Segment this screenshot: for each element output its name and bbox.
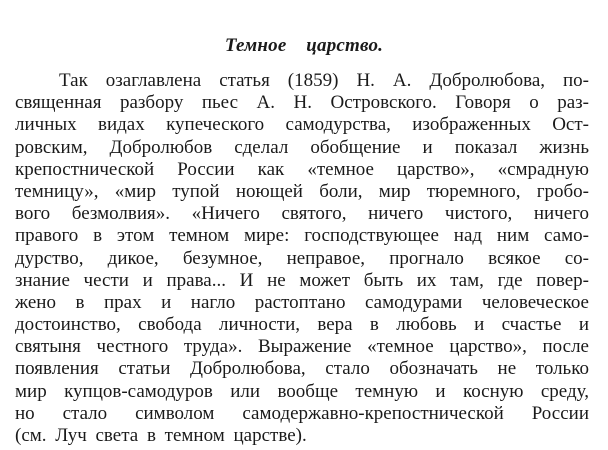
text-line: Так озаглавлена статья (1859) Н. А. Добролюбова, по- [59, 70, 589, 91]
text-line: правого в этом темном мире: господствующее над ним само- [15, 225, 589, 247]
text-line: вого безмолвия». «Ничего святого, ничего чистого, ничего [15, 203, 589, 225]
text-line: крепостнической России как «темное царство», «смрадную [15, 158, 589, 180]
text-line: достоинство, свобода личности, вера в любовь и счастье и [15, 314, 589, 336]
text-line: темницу», «мир тупой ноющей боли, мир тюремного, гробо- [15, 180, 589, 202]
text-line: появления статьи Добролюбова, стало обозначать не только [15, 358, 589, 380]
text-line: (см. Луч света в темном царстве). [15, 425, 307, 446]
entry-body [15, 70, 589, 447]
text-line: святыня честного труда». Выражение «темное царство», после [15, 336, 589, 358]
text-line: дурство, дикое, безумное, неправое, прогнало всякое со- [15, 247, 589, 269]
entry-title: Темное царство. [224, 35, 384, 56]
text-line: священная разбору пьес А. Н. Островского. Говоря о раз- [15, 92, 589, 114]
text-line: ровским, Добролюбов сделал обобщение и показал жизнь [15, 136, 589, 158]
text-line: личных видах купеческого самодурства, изображенных Ост- [15, 114, 589, 136]
text-line: но стало символом самодержавно-крепостнической России [15, 402, 589, 424]
text-line: жено в прах и нагло растоптано самодурами человеческое [15, 291, 589, 313]
text-line: мир купцов-самодуров или вообще темную и косную среду, [15, 380, 589, 402]
text-line: знание чести и права... И не может быть их там, где повер- [15, 269, 589, 291]
